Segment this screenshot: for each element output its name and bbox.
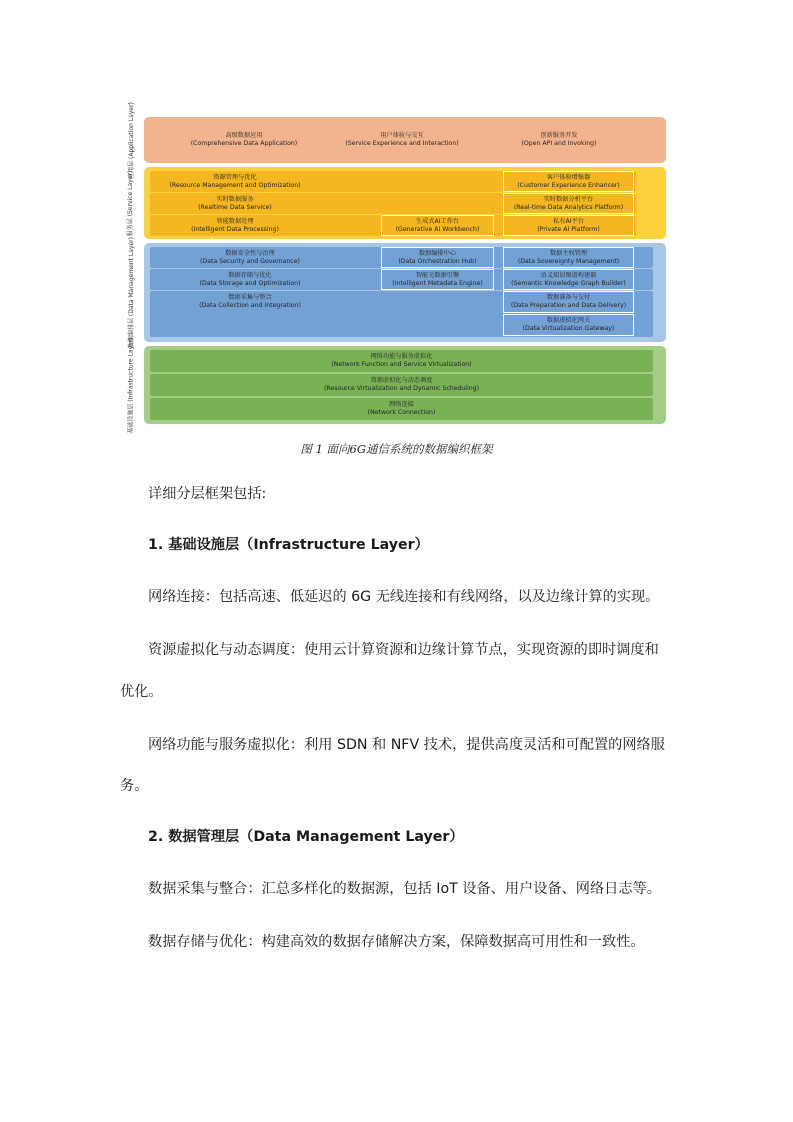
data-collection-integration: 数据采集与整合 (Data Collection and Integration) — [199, 294, 301, 309]
paragraph-network-function: 网络功能与服务虚拟化：利用 SDN 和 NFV 技术，提供高度灵活和可配置的网络服 — [148, 737, 665, 753]
app-item-experience: 用户体验与交互 (Service Experience and Interaction) — [345, 132, 459, 147]
svc-intelligent-processing: 智能数据处理 (Intelligent Data Processing) — [191, 217, 279, 233]
infra-network-connection: 网络连接 (Network Connection) — [150, 398, 653, 420]
section-heading-infrastructure: 1. 基础设施层（Infrastructure Layer） — [148, 537, 429, 553]
data-semantic-graph: 语义知识图谱构建器 (Semantic Knowledge Graph Builder) — [503, 269, 634, 290]
service-layer-band — [144, 167, 666, 239]
application-layer-tag: 应用层 (Application Layer) — [127, 101, 135, 179]
svc-resource-management: 资源管理与优化 (Resource Management and Optimization) — [169, 173, 301, 189]
infrastructure-layer-tag: 基础设施层 (Infrastructure Layer) — [127, 336, 135, 434]
paragraph-network-function-cont: 务。 — [120, 778, 149, 794]
svc-realtime-data: 实时数据服务 (Realtime Data Service) — [198, 195, 272, 211]
data-orchestration-hub: 数据编排中心 (Data Orchestration Hub) — [381, 247, 494, 268]
figure-caption: 图 1 面向6G通信系统的数据编织框架 — [300, 442, 493, 456]
paragraph-resource-virtualization-cont: 优化。 — [120, 684, 163, 700]
infra-resource-virtualization: 资源虚拟化与动态调度 (Resource Virtualization and Dynamic Scheduling) — [150, 374, 653, 396]
svc-realtime-analytics: 实时数据分析平台 (Real-time Data Analytics Platform) — [503, 193, 634, 214]
section-heading-data-management: 2. 数据管理层（Data Management Layer） — [148, 829, 464, 845]
data-storage-optimization: 数据存储与优化 (Data Storage and Optimization) — [199, 271, 301, 287]
app-item-open-api: 创新服务开发 (Open API and Invoking) — [521, 132, 597, 147]
paragraph-network-connection: 网络连接：包括高速、低延迟的 6G 无线连接和有线网络，以及边缘计算的实现。 — [148, 589, 660, 605]
paragraph-data-storage: 数据存储与优化：构建高效的数据存储解决方案，保障数据高可用性和一致性。 — [148, 934, 645, 950]
infrastructure-layer-band — [144, 346, 666, 424]
paragraph-resource-virtualization: 资源虚拟化与动态调度：使用云计算资源和边缘计算节点，实现资源的即时调度和 — [148, 642, 659, 658]
data-security-governance: 数据安全性与治理 (Data Security and Governance) — [200, 249, 300, 265]
infra-network-function: 网络功能与服务虚拟化 (Network Function and Service Virtualization) — [150, 350, 653, 372]
app-item-comprehensive: 高级数据应用 (Comprehensive Data Application) — [190, 132, 298, 147]
paragraph-data-collection: 数据采集与整合：汇总多样化的数据源，包括 IoT 设备、用户设备、网络日志等。 — [148, 881, 661, 897]
application-layer-band — [144, 117, 666, 163]
intro-paragraph: 详细分层框架包括: — [148, 486, 267, 502]
data-layer-band — [144, 243, 666, 342]
data-virtualization-gateway: 数据虚拟化网关 (Data Virtualization Gateway) — [503, 314, 634, 336]
service-layer-tag: 服务层 (Service Layer) — [127, 170, 135, 236]
data-fabric-diagram — [120, 101, 670, 434]
data-metadata-engine: 智能元数据引擎 (Intelligent Metadata Engine) — [381, 269, 494, 290]
svc-private-ai: 私有AI平台 (Private AI Platform) — [503, 215, 634, 236]
data-preparation-delivery: 数据准备与交付 (Data Preparation and Data Delivery) — [503, 291, 634, 313]
data-sovereignty-management: 数据主权管理 (Data Sovereignty Management) — [503, 247, 634, 268]
data-layer-tag: 数据编排层 (Data Management Layer) — [127, 237, 135, 348]
svc-genai-workbench: 生成式AI工作台 (Generative AI Workbench) — [381, 215, 494, 236]
svc-customer-experience: 客户体验增强器 (Customer Experience Enhancer) — [503, 171, 634, 192]
